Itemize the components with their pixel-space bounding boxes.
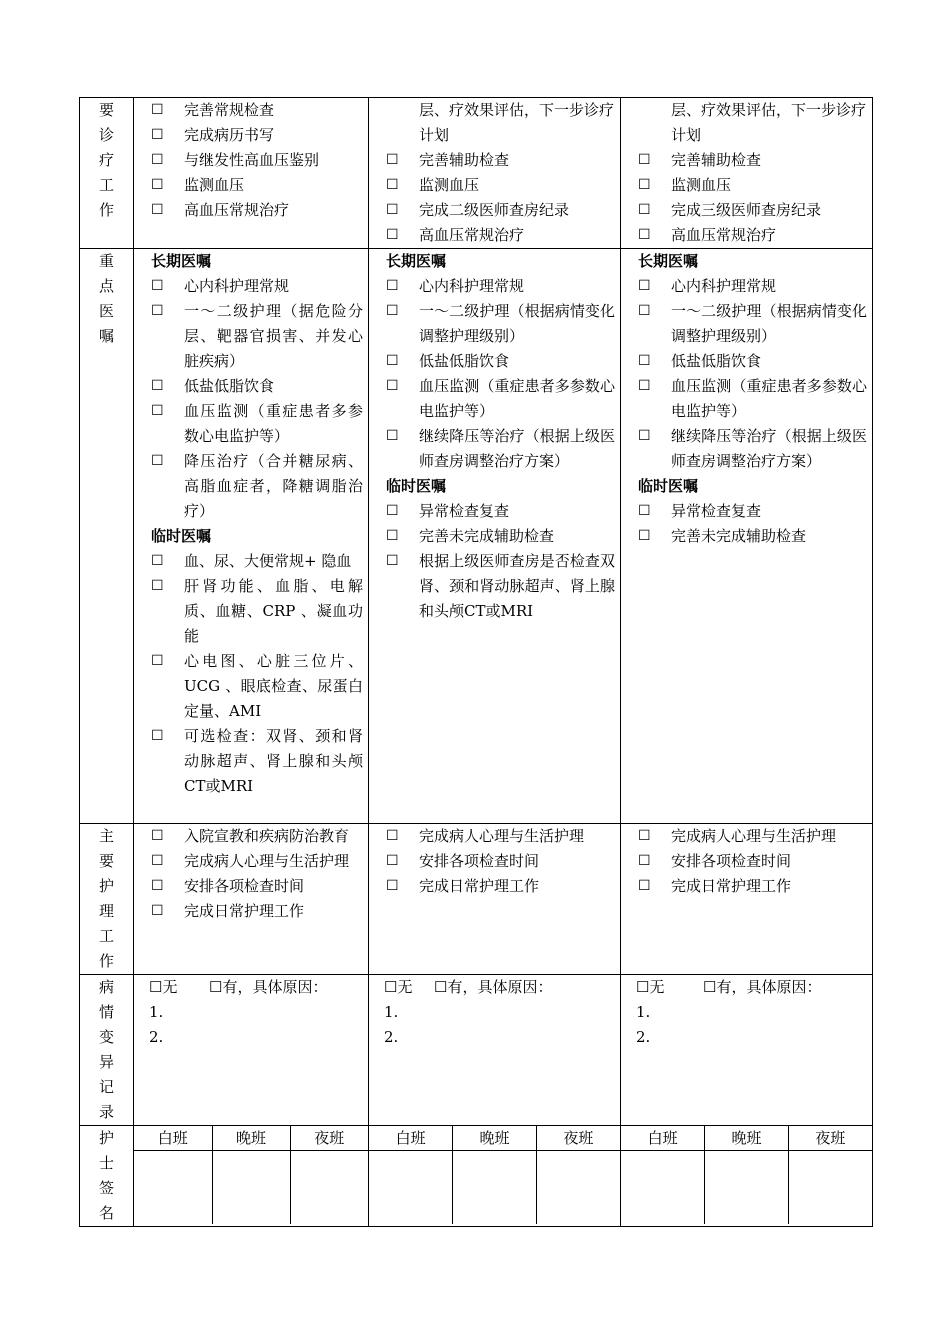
checklist-item: [386, 198, 615, 223]
checklist: [134, 824, 368, 924]
checkbox[interactable]: ☐: [638, 428, 651, 444]
row-label-diagnosis: [80, 98, 134, 249]
checklist-item: [151, 574, 363, 649]
checklist-item-text: 异常检查复查: [419, 502, 510, 520]
variation-yes-checkbox[interactable]: ☐有，具体原因：: [209, 978, 328, 996]
checkbox[interactable]: ☐: [386, 528, 399, 544]
checkbox[interactable]: ☐: [638, 853, 651, 869]
day2-nursing-cell: [369, 824, 621, 975]
signature-night-field[interactable]: [788, 1151, 872, 1225]
checklist-item-text: 肝肾功能、血脂、电解质、血糖、CRP 、凝血功能: [184, 577, 363, 645]
row-label-text: 病情变异记录: [98, 978, 114, 1121]
checklist-item: [151, 649, 363, 724]
checklist-item: [638, 349, 867, 374]
checklist: [151, 274, 363, 524]
checklist-item-text: 异常检查复查: [671, 502, 762, 520]
variation-reason-1: 1.: [636, 1003, 651, 1021]
checklist-item: [151, 148, 363, 173]
checklist-item-text: 完成日常护理工作: [419, 877, 540, 895]
day1-orders-cell: [134, 249, 369, 824]
signature-evening-field[interactable]: [453, 1151, 537, 1225]
checklist-item: [151, 274, 363, 299]
checkbox[interactable]: ☐: [151, 728, 164, 744]
checklist-item-text: 低盐低脂饮食: [184, 377, 275, 395]
signature-grid: [369, 1126, 620, 1224]
checkbox[interactable]: ☐: [151, 303, 164, 319]
checklist-item: [638, 274, 867, 299]
checklist-item-text: 血压监测（重症患者多参数心电监护等）: [419, 377, 615, 420]
checklist-item: [386, 499, 615, 524]
day2-signature-cell: [369, 1126, 621, 1227]
checklist-item: [638, 223, 867, 248]
row-label-variation: [80, 975, 134, 1126]
checklist-item-text: 心内科护理常规: [184, 277, 290, 295]
temporary-orders-title: 临时医嘱: [638, 477, 699, 495]
checklist-item-text: 继续降压等治疗（根据上级医师查房调整治疗方案）: [671, 427, 867, 470]
checklist-item-text: 入院宣教和疾病防治教育: [184, 827, 350, 845]
checklist-item-text: 安排各项检查时间: [419, 852, 540, 870]
checklist-item: [638, 824, 867, 849]
checklist-item: [386, 549, 615, 624]
checklist: [151, 549, 363, 799]
checklist-item-text: 完善未完成辅助检查: [671, 527, 807, 545]
checklist-item: [151, 724, 363, 799]
day1-diagnosis-cell: [134, 98, 369, 249]
checklist-item-text: 完成病人心理与生活护理: [419, 827, 585, 845]
checkbox[interactable]: ☐: [386, 278, 399, 294]
variation-options: [384, 975, 615, 1000]
checkbox[interactable]: ☐: [638, 202, 651, 218]
checklist-item: [386, 824, 615, 849]
checkbox[interactable]: ☐: [386, 353, 399, 369]
checkbox[interactable]: ☐: [386, 828, 399, 844]
checklist-item-text: 完成三级医师查房纪录: [671, 201, 822, 219]
checkbox[interactable]: ☐: [386, 177, 399, 193]
temporary-orders-title: 临时医嘱: [151, 527, 212, 545]
variation-reason-1: 1.: [149, 1003, 164, 1021]
checklist-item-text: 完善未完成辅助检查: [419, 527, 555, 545]
clinical-pathway-table: [79, 97, 873, 1227]
checkbox[interactable]: ☐: [151, 453, 164, 469]
checklist-item: [151, 299, 363, 374]
checkbox[interactable]: ☐: [386, 878, 399, 894]
checklist-item: [151, 173, 363, 198]
checkbox[interactable]: ☐: [638, 152, 651, 168]
day3-orders-cell: [621, 249, 873, 824]
day3-signature-cell: [621, 1126, 873, 1227]
checklist-item: [386, 424, 615, 474]
checklist: [638, 499, 867, 549]
checklist-item-text: 降压治疗（合并糖尿病、高脂血症者，降糖调脂治疗）: [184, 452, 363, 520]
checkbox[interactable]: ☐: [386, 378, 399, 394]
variation-reason-2: 2.: [636, 1028, 651, 1046]
checklist-item: [151, 899, 363, 924]
day3-nursing-cell: [621, 824, 873, 975]
shift-day-header: 白班: [369, 1126, 453, 1151]
checkbox[interactable]: ☐: [386, 853, 399, 869]
variation-no-checkbox[interactable]: ☐无: [149, 978, 178, 996]
checklist-item: [386, 223, 615, 248]
checklist-item-text: 心内科护理常规: [671, 277, 777, 295]
checklist-item-text: 完成二级医师查房纪录: [419, 201, 570, 219]
checkbox[interactable]: ☐: [151, 828, 164, 844]
checklist-item: [151, 549, 363, 574]
checklist-item-text: 完成病历书写: [184, 126, 275, 144]
shift-evening-header: 晚班: [212, 1126, 290, 1151]
checkbox[interactable]: ☐: [151, 152, 164, 168]
checkbox[interactable]: ☐: [151, 378, 164, 394]
checkbox[interactable]: ☐: [386, 303, 399, 319]
shift-evening-header: 晚班: [705, 1126, 789, 1151]
checkbox[interactable]: ☐: [151, 102, 164, 118]
checklist-item: [151, 824, 363, 849]
checkbox[interactable]: ☐: [638, 177, 651, 193]
checkbox[interactable]: ☐: [151, 403, 164, 419]
continued-text: 层、疗效果评估，下一步诊疗计划: [671, 101, 867, 144]
checkbox[interactable]: ☐: [386, 227, 399, 243]
signature-night-field[interactable]: [290, 1151, 368, 1225]
checkbox[interactable]: ☐: [151, 878, 164, 894]
checklist-item-text: 完善辅助检查: [671, 151, 762, 169]
day1-variation-cell: [134, 975, 369, 1126]
row-label-text: 重点医嘱: [98, 252, 114, 345]
checklist-item-text: 继续降压等治疗（根据上级医师查房调整治疗方案）: [419, 427, 615, 470]
checklist-item: [151, 374, 363, 399]
variation-yes-checkbox[interactable]: ☐有，具体原因：: [703, 978, 822, 996]
checklist-item: [638, 374, 867, 424]
checklist-item-text: 心内科护理常规: [419, 277, 525, 295]
checklist-item: [386, 349, 615, 374]
checkbox[interactable]: ☐: [151, 278, 164, 294]
row-label-text: 护士签名: [98, 1129, 114, 1222]
checklist-item: [151, 98, 363, 123]
continued-text: 层、疗效果评估，下一步诊疗计划: [419, 101, 615, 144]
checklist-item: [638, 874, 867, 899]
checklist-item: [638, 524, 867, 549]
row-key-orders: [80, 249, 873, 824]
variation-reason-2: 2.: [384, 1028, 399, 1046]
checklist-item-text: 低盐低脂饮食: [419, 352, 510, 370]
variation-options: [149, 975, 363, 1000]
checklist-item: [638, 198, 867, 223]
checklist-item-text: 心电图、心脏三位片、UCG 、眼底检查、尿蛋白定量、AMI: [184, 652, 363, 720]
checklist-item-text: 高血压常规治疗: [671, 226, 777, 244]
long-term-orders-title: 长期医嘱: [638, 252, 699, 270]
signature-day-field[interactable]: [134, 1151, 212, 1225]
checkbox[interactable]: ☐: [638, 353, 651, 369]
checklist: [369, 98, 620, 248]
shift-night-header: 夜班: [536, 1126, 620, 1151]
checklist-item-text: 完成病人心理与生活护理: [184, 852, 350, 870]
shift-evening-header: 晚班: [453, 1126, 537, 1151]
checklist-item: [386, 874, 615, 899]
checkbox[interactable]: ☐: [151, 553, 164, 569]
checklist-item-text: 一～二级护理（根据病情变化调整护理级别）: [671, 302, 867, 345]
day3-variation-cell: [621, 975, 873, 1126]
checkbox[interactable]: ☐: [638, 278, 651, 294]
row-label-orders: [80, 249, 134, 824]
row-label-text: 主要护理工作: [98, 827, 114, 970]
checkbox[interactable]: ☐: [151, 127, 164, 143]
checkbox[interactable]: ☐: [386, 503, 399, 519]
checklist-item-text: 可选检查：双肾、颈和肾动脉超声、肾上腺和头颅CT或MRI: [184, 727, 363, 795]
checklist-item-text: 监测血压: [419, 176, 480, 194]
row-label-signature: [80, 1126, 134, 1227]
checkbox[interactable]: ☐: [151, 177, 164, 193]
row-label-text: 要诊疗工作: [98, 101, 114, 219]
checklist-item: [151, 449, 363, 524]
long-term-orders-title: 长期医嘱: [386, 252, 447, 270]
checklist: [386, 499, 615, 624]
signature-grid: [621, 1126, 872, 1224]
day2-variation-cell: [369, 975, 621, 1126]
checklist-item: [386, 524, 615, 549]
checklist-item-text: 监测血压: [184, 176, 245, 194]
day2-orders-cell: [369, 249, 621, 824]
checklist-item: [386, 148, 615, 173]
signature-evening-field[interactable]: [212, 1151, 290, 1225]
signature-night-field[interactable]: [536, 1151, 620, 1225]
checklist-item: [386, 374, 615, 424]
checklist-item: [638, 849, 867, 874]
long-term-orders-title: 长期医嘱: [151, 252, 212, 270]
checklist-item: [151, 399, 363, 449]
variation-options: [636, 975, 867, 1000]
checkbox[interactable]: ☐: [638, 503, 651, 519]
checklist-item: [151, 849, 363, 874]
variation-reason-2: 2.: [149, 1028, 164, 1046]
day1-signature-cell: [134, 1126, 369, 1227]
shift-night-header: 夜班: [290, 1126, 368, 1151]
checkbox[interactable]: ☐: [151, 853, 164, 869]
checklist-item-text: 完成日常护理工作: [184, 902, 305, 920]
checkbox[interactable]: ☐: [386, 152, 399, 168]
checkbox[interactable]: ☐: [638, 878, 651, 894]
checklist-item: [638, 499, 867, 524]
row-diagnosis-work: [80, 98, 873, 249]
checkbox[interactable]: ☐: [151, 202, 164, 218]
checklist-item-text: 完成日常护理工作: [671, 877, 792, 895]
checklist: [386, 274, 615, 474]
checklist-item-text: 完成病人心理与生活护理: [671, 827, 837, 845]
checkbox[interactable]: ☐: [386, 428, 399, 444]
checkbox[interactable]: ☐: [151, 903, 164, 919]
variation-no-checkbox[interactable]: ☐无: [636, 978, 665, 996]
checklist-item-text: 血压监测（重症患者多参数心电监护等）: [184, 402, 363, 445]
day3-diagnosis-cell: [621, 98, 873, 249]
shift-day-header: 白班: [134, 1126, 212, 1151]
checklist-item: [386, 849, 615, 874]
checklist-item-text: 血压监测（重症患者多参数心电监护等）: [671, 377, 867, 420]
checkbox[interactable]: ☐: [638, 378, 651, 394]
checklist-item: [151, 198, 363, 223]
checkbox[interactable]: ☐: [638, 303, 651, 319]
checklist-item-text: 一～二级护理（根据病情变化调整护理级别）: [419, 302, 615, 345]
checklist: [621, 824, 872, 899]
checklist-item: [638, 173, 867, 198]
checklist-item: [386, 274, 615, 299]
shift-night-header: 夜班: [788, 1126, 872, 1151]
shift-day-header: 白班: [621, 1126, 705, 1151]
checklist: [369, 824, 620, 899]
row-label-nursing: [80, 824, 134, 975]
signature-day-field[interactable]: [369, 1151, 453, 1225]
checklist-item-text: 安排各项检查时间: [184, 877, 305, 895]
checklist-item: [638, 424, 867, 474]
checklist-item-text: 安排各项检查时间: [671, 852, 792, 870]
checklist-item-text: 监测血压: [671, 176, 732, 194]
checklist-item-text: 高血压常规治疗: [184, 201, 290, 219]
temporary-orders-title: 临时医嘱: [386, 477, 447, 495]
variation-no-checkbox[interactable]: ☐无: [384, 978, 413, 996]
checkbox[interactable]: ☐: [151, 653, 164, 669]
row-nurse-signature: [80, 1126, 873, 1227]
checkbox[interactable]: ☐: [638, 828, 651, 844]
checkbox[interactable]: ☐: [638, 528, 651, 544]
signature-day-field[interactable]: [621, 1151, 705, 1225]
variation-reason-1: 1.: [384, 1003, 399, 1021]
checklist-item-text: 与继发性高血压鉴别: [184, 151, 320, 169]
checklist-item-text: 高血压常规治疗: [419, 226, 525, 244]
checkbox[interactable]: ☐: [638, 227, 651, 243]
checkbox[interactable]: ☐: [386, 202, 399, 218]
checklist: [134, 98, 368, 223]
row-nursing-work: [80, 824, 873, 975]
checklist-item-text: 血、尿、大便常规+ 隐血: [184, 552, 352, 570]
checklist-item-text: 完善辅助检查: [419, 151, 510, 169]
checklist-item-text: 根据上级医师查房是否检查双肾、颈和肾动脉超声、肾上腺和头颅CT或MRI: [419, 552, 615, 620]
checklist-item: [638, 148, 867, 173]
checklist-item-text: 一～二级护理（据危险分层、靶器官损害、并发心脏疾病）: [184, 302, 363, 370]
signature-evening-field[interactable]: [705, 1151, 789, 1225]
day1-nursing-cell: [134, 824, 369, 975]
checkbox[interactable]: ☐: [151, 578, 164, 594]
checklist-item-text: 低盐低脂饮食: [671, 352, 762, 370]
day2-diagnosis-cell: [369, 98, 621, 249]
checklist: [638, 274, 867, 474]
checklist-item: [386, 299, 615, 349]
checklist-item-text: 完善常规检查: [184, 101, 275, 119]
checklist-item: [151, 874, 363, 899]
checkbox[interactable]: ☐: [386, 553, 399, 569]
checklist: [621, 98, 872, 248]
signature-grid: [134, 1126, 368, 1224]
checklist-item: [386, 173, 615, 198]
checklist-item: [151, 123, 363, 148]
checklist-item: [638, 299, 867, 349]
variation-yes-checkbox[interactable]: ☐有，具体原因：: [434, 978, 553, 996]
row-variation-record: [80, 975, 873, 1126]
